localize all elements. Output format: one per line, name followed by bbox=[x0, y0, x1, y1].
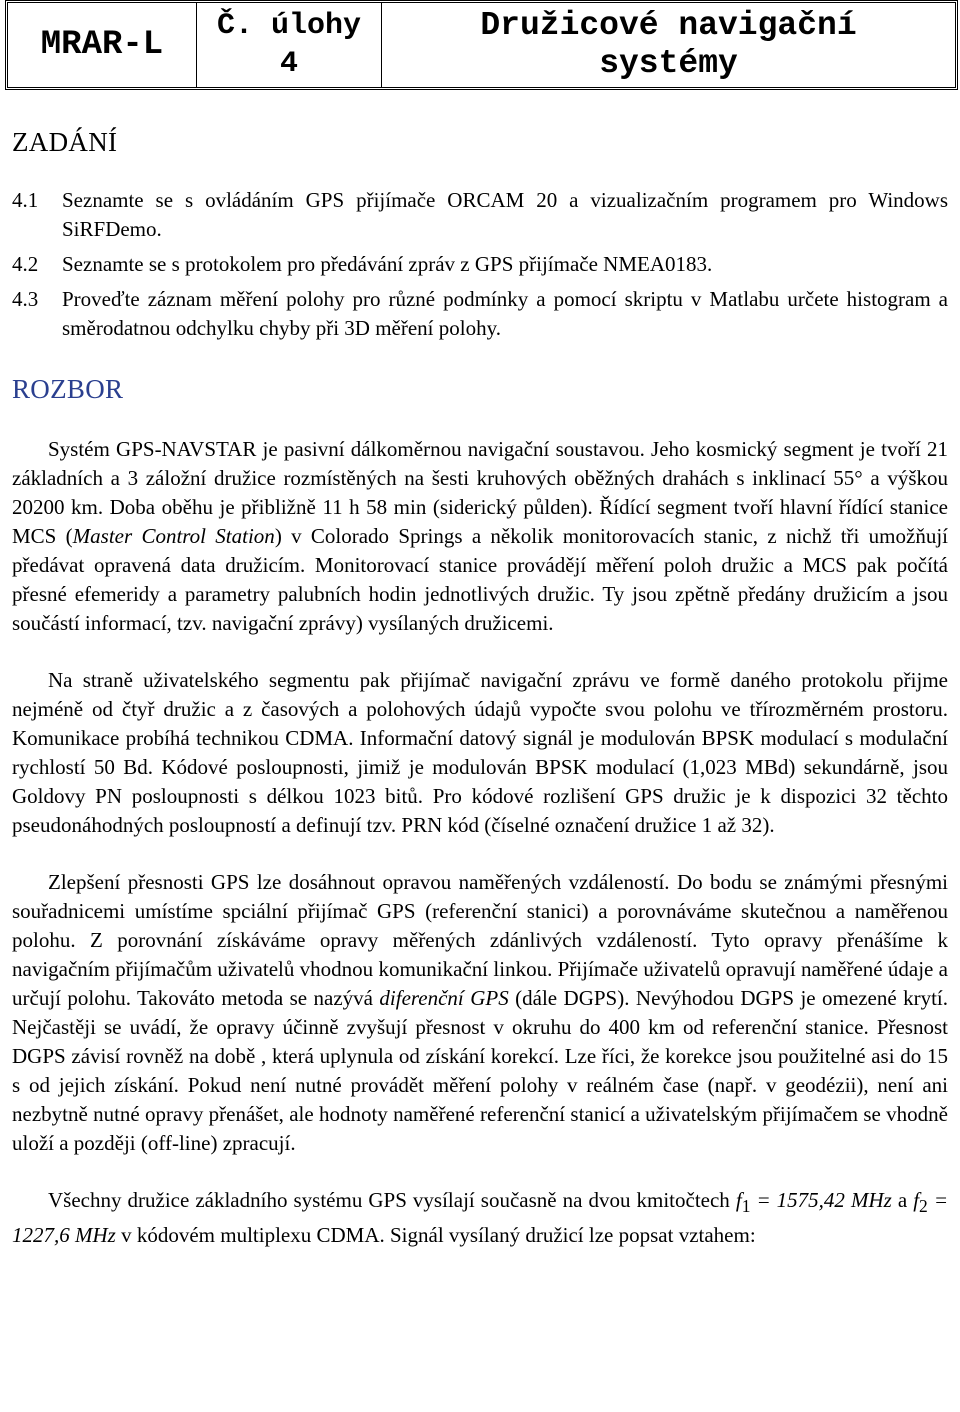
task-number: 4 bbox=[279, 47, 298, 81]
paragraph-text: (dále DGPS). Nevýhodou DGPS je omezené krytí. Nejčastěji se uvádí, že opravy účinně zvyšují přesnost v okruhu do 400 km od referenční stanice. Přesnost DGPS závisí rovněž na době , která uplynula od získání korekcí. Lze říci, že korekce jsou použitelné asi do 15 s od jejich získání. Pokud není nutné provádět měření polohy v reálném čase (např. v geodézii), není ani nezbytně nutné opravy přenášet, ale hodnoty naměřené referenční stanicí a uživatelským přijímačem se vhodně uloží a později (off-line) zpracují. bbox=[12, 986, 949, 1155]
task-item-text: Seznamte se s ovládáním GPS přijímače ORCAM 20 a vizualizačním programem pro Windows SiRFDemo. bbox=[62, 188, 948, 241]
task-item-number: 4.3 bbox=[12, 287, 39, 311]
paragraph-text: a bbox=[891, 1188, 914, 1212]
paragraph-text: ) v Colorado Springs a několik monitorovacích stanic, z nichž tři umožňují předávat opravená data družicím. Monitorovací stanice provádějí měření poloh družic a MCS pak počítá přesné efemeridy a parametry palubních hodin jednotlivých družic. Ty jsou zpětně předány družicím a jsou součástí informací, tzv. navigační zprávy) vysílaných družicemi. bbox=[12, 524, 948, 635]
task-item-number: 4.1 bbox=[12, 188, 39, 212]
title-line-1: Družicové navigační bbox=[480, 7, 857, 44]
task-item bbox=[12, 186, 948, 244]
task-item bbox=[12, 250, 948, 279]
task-item-number: 4.2 bbox=[12, 252, 39, 276]
course-code bbox=[8, 3, 197, 87]
paragraph-dgps bbox=[12, 868, 948, 1158]
paragraph-text: v kódovém multiplexu CDMA. Signál vysílaný družicí lze popsat vztahem: bbox=[115, 1223, 756, 1248]
paragraph-system-overview bbox=[12, 435, 948, 638]
task-item-text: Seznamte se s protokolem pro předávání zpráv z GPS přijímače NMEA0183. bbox=[62, 252, 713, 276]
task-number-cell bbox=[197, 3, 382, 87]
task-list bbox=[12, 186, 948, 343]
paragraph-text: Systém GPS-NAVSTAR je pasivní dálkoměrnou navigační soustavou. Jeho kosmický segment je tvoří 21 základních a 3 záložní družice rozmístěných na šesti kruhových oběžných drahách s inklinací 55° a výškou 20200 km. Doba oběhu je přibližně 11 h 58 min (siderický půlden). Řídící segment tvoří hlavní řídící stanice MCS ( bbox=[12, 437, 948, 548]
frequency-symbol-f1: f bbox=[735, 1188, 742, 1212]
paragraph-text: Zlepšení přesnosti GPS lze dosáhnout opravou naměřených vzdáleností. Do bodu se známými přesnými souřadnicemi umístíme spciální přijímač GPS (referenční stanici) a porovnáváme skutečnou a naměřenou polohu. Z porovnání získáváme opravy měřených zdánlivých vzdáleností. Tyto opravy přenášíme k navigačním přijímačům uživatelů vhodnou komunikační linkou. Přijímače uživatelů opravují naměřené údaje a určují polohu. Takováto metoda se nazývá bbox=[12, 870, 948, 1010]
frequency-symbol-f2: f bbox=[913, 1188, 920, 1212]
paragraph-user-segment bbox=[12, 666, 948, 840]
task-label: Č. úlohy bbox=[216, 9, 362, 43]
frequency-value-1: = 1575,42 MHz bbox=[750, 1188, 892, 1212]
frequency-value-2: = 1227,6 MHz bbox=[12, 1188, 948, 1248]
paragraph-text: Na straně uživatelského segmentu pak přijímač navigační zprávu ve formě daného protokolu přijme nejméně od čtyř družic a z časových a polohových údajů vypočte svou polohu ve třírozměrném prostoru. Komunikace probíhá technikou CDMA. Informační datový signál je modulován BPSK modulací s modulační rychlostí 50 Bd. Kódové posloupnosti, jimiž je modulován BPSK modulací (1,023 MBd) sekundárně, jsou Goldovy PN posloupnosti s délkou 1023 bitů. Pro kódové rozlišení GPS družic je k dispozici 32 těchto pseudonáhodných posloupností a definují tzv. PRN kód (číselné označení družice 1 až 32). bbox=[12, 668, 948, 837]
document-title bbox=[382, 3, 955, 87]
paragraph-italic-term: Master Control Station bbox=[72, 524, 275, 548]
paragraph-italic-term: diferenční GPS bbox=[379, 986, 509, 1010]
title-line-2: systémy bbox=[599, 45, 738, 82]
task-item bbox=[12, 285, 948, 343]
document-body bbox=[12, 118, 948, 1250]
section-heading-zadani: ZADÁNÍ bbox=[12, 127, 118, 157]
frequency-subscript-1: 1 bbox=[741, 1196, 751, 1217]
header-table bbox=[5, 0, 958, 90]
task-item-text: Proveďte záznam měření polohy pro různé podmínky a pomocí skriptu v Matlabu určete histogram a směrodatnou odchylku chyby při 3D měření polohy. bbox=[62, 287, 948, 340]
section-heading-rozbor: ROZBOR bbox=[12, 374, 124, 404]
frequency-subscript-2: 2 bbox=[919, 1196, 928, 1217]
paragraph-frequencies bbox=[12, 1186, 948, 1250]
course-code-text: MRAR-L bbox=[40, 26, 164, 64]
paragraph-text: Všechny družice základního systému GPS vysílají současně na dvou kmitočtech bbox=[48, 1188, 736, 1212]
